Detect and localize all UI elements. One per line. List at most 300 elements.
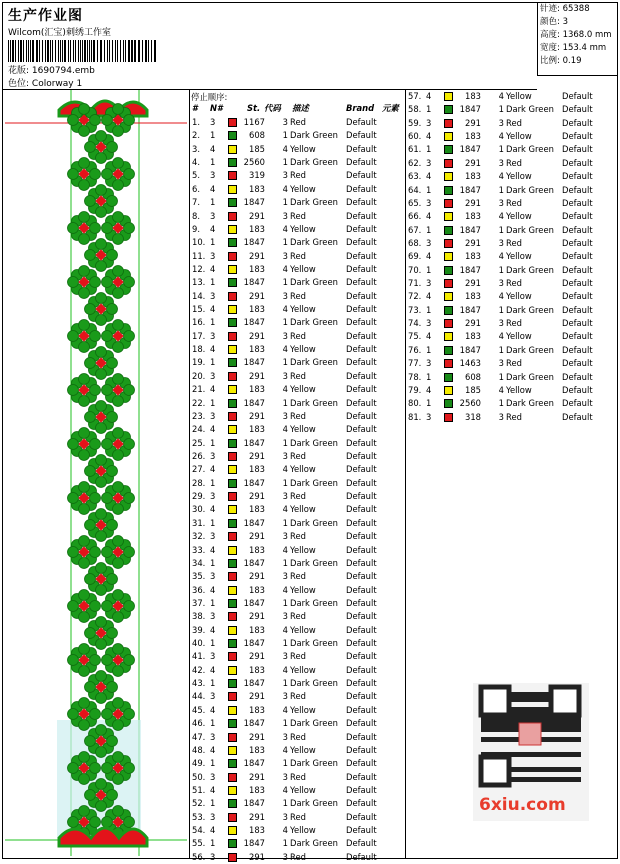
color-swatch	[228, 826, 237, 835]
color-description: Red	[290, 210, 306, 221]
qr-module	[561, 752, 566, 757]
stop-number: 31.	[192, 517, 206, 528]
needle-number: 1	[210, 277, 216, 288]
needle-number: 1	[426, 184, 432, 195]
barcode-bar	[28, 40, 29, 62]
qr-module	[506, 717, 511, 722]
color-description: Red	[290, 290, 306, 301]
color-swatch	[228, 759, 237, 768]
stop-number: 11.	[192, 250, 206, 261]
color-swatch	[228, 171, 237, 180]
motif-petal	[85, 196, 96, 207]
qr-module	[536, 767, 541, 772]
stop-number: 45.	[192, 704, 206, 715]
motif-petal	[113, 126, 124, 137]
stop-number: 4.	[192, 157, 200, 168]
qr-module	[491, 737, 496, 742]
qr-module	[536, 717, 541, 722]
color-code: 3	[282, 771, 288, 782]
qr-module	[511, 727, 516, 732]
color-swatch	[228, 639, 237, 648]
stitch-count: 1847	[243, 517, 265, 528]
color-code: 3	[282, 651, 288, 662]
stitch-count: 183	[249, 624, 265, 635]
color-code: 4	[282, 504, 288, 515]
motif-petal	[96, 725, 107, 736]
color-swatch	[228, 185, 237, 194]
qr-module	[566, 777, 571, 782]
stop-number: 65.	[408, 197, 422, 208]
stitch-count: 1847	[243, 357, 265, 368]
qr-module	[486, 727, 491, 732]
motif-petal	[113, 720, 124, 731]
motif-petal	[113, 806, 124, 817]
color-code: 1	[282, 838, 288, 849]
color-code: 3	[282, 250, 288, 261]
brand: Default	[346, 557, 377, 568]
color-code: 4	[282, 785, 288, 795]
barcode-bar	[36, 40, 38, 62]
needle-number: 1	[210, 838, 216, 849]
color-code: 1	[498, 144, 504, 155]
color-code: 1	[282, 397, 288, 408]
needle-number: 3	[210, 531, 216, 542]
motif-petal	[113, 342, 124, 353]
color-description: Yellow	[290, 544, 316, 555]
qr-module	[501, 722, 506, 727]
stop-number: 8.	[192, 210, 200, 221]
qr-module	[541, 752, 546, 757]
qr-module	[566, 767, 571, 772]
motif-petal	[113, 234, 124, 245]
motif-petal	[68, 655, 79, 666]
qr-module	[556, 717, 561, 722]
motif-petal	[96, 261, 107, 272]
stitch-count: 1463	[459, 358, 481, 369]
stop-number: 51.	[192, 785, 206, 795]
stop-number: 69.	[408, 251, 422, 262]
motif-petal	[85, 628, 96, 639]
brand: Default	[346, 237, 377, 248]
qr-module	[541, 692, 546, 697]
color-description: Dark Green	[506, 264, 554, 275]
barcode-bar	[80, 40, 81, 62]
motif-petal	[96, 563, 107, 574]
motif-petal	[113, 612, 124, 623]
stop-number: 19.	[192, 357, 206, 368]
qr-module	[561, 727, 566, 732]
stitch-count: 183	[249, 464, 265, 475]
needle-number: 3	[210, 250, 216, 261]
color-description: Dark Green	[290, 357, 338, 368]
motif-petal	[85, 412, 96, 423]
stitch-count: 1847	[243, 758, 265, 769]
stitch-count: 1847	[243, 597, 265, 608]
color-code: 3	[282, 410, 288, 421]
qr-module	[556, 722, 561, 727]
color-swatch	[444, 373, 453, 382]
motif-petal	[79, 158, 90, 169]
color-code: 3	[498, 278, 504, 289]
qr-module	[571, 717, 576, 722]
motif-petal	[107, 520, 118, 531]
barcode-bar	[115, 40, 116, 62]
motif-petal	[79, 504, 90, 515]
barcode-bar	[70, 40, 71, 62]
color-code: 4	[282, 344, 288, 355]
stop-number: 53.	[192, 811, 206, 822]
color-description: Red	[290, 571, 306, 582]
stitch-count: 183	[249, 344, 265, 355]
color-description: Red	[290, 370, 306, 381]
color-swatch	[228, 198, 237, 207]
needle-number: 3	[210, 571, 216, 582]
stop-number: 52.	[192, 798, 206, 809]
needle-number: 1	[210, 798, 216, 809]
bottom-border	[59, 828, 147, 846]
motif-petal	[90, 493, 101, 504]
stop-number: 32.	[192, 531, 206, 542]
qr-module	[571, 737, 576, 742]
qr-module	[511, 737, 516, 742]
brand: Default	[346, 464, 377, 475]
stop-number: 72.	[408, 291, 422, 302]
motif-petal	[107, 466, 118, 477]
motif-petal	[85, 682, 96, 693]
color-code: 4	[282, 825, 288, 836]
color-code: 4	[282, 704, 288, 715]
color-description: Yellow	[290, 504, 316, 515]
brand: Default	[346, 597, 377, 608]
motif-petal	[107, 304, 118, 315]
motif-petal	[68, 331, 79, 342]
brand: Default	[346, 504, 377, 515]
color-swatch	[228, 612, 237, 621]
color-description: Yellow	[506, 251, 532, 262]
qr-module	[516, 697, 521, 702]
qr-module	[531, 767, 536, 772]
motif-petal	[102, 601, 113, 612]
motif-petal	[68, 709, 79, 720]
motif-petal	[79, 212, 90, 223]
color-swatch	[444, 266, 453, 275]
needle-number: 3	[426, 411, 432, 422]
qr-module	[541, 727, 546, 732]
motif-petal	[107, 736, 118, 747]
qr-module	[551, 727, 556, 732]
qr-finder	[481, 757, 509, 785]
color-description: Red	[290, 651, 306, 662]
barcode-bar	[58, 40, 59, 62]
color-description: Dark Green	[290, 317, 338, 328]
color-swatch	[228, 492, 237, 501]
color-description: Red	[506, 157, 522, 168]
qr-module	[511, 707, 516, 712]
stop-number: 68.	[408, 237, 422, 248]
stitch-count: 291	[249, 731, 265, 742]
color-description: Red	[290, 330, 306, 341]
stitch-count: 1847	[243, 437, 265, 448]
color-description: Dark Green	[290, 798, 338, 809]
stitch-count: 1847	[459, 104, 481, 115]
barcode-bar	[97, 40, 98, 62]
motif-petal	[124, 169, 135, 180]
motif-petal	[124, 331, 135, 342]
color-code: 1	[498, 184, 504, 195]
brand: Default	[562, 331, 593, 342]
color-swatch	[228, 465, 237, 474]
brand: Default	[346, 531, 377, 542]
qr-module	[576, 777, 581, 782]
motif-petal	[79, 536, 90, 547]
motif-petal	[68, 223, 79, 234]
motif-petal	[113, 482, 124, 493]
qr-module	[561, 767, 566, 772]
qr-module	[576, 752, 581, 757]
barcode-bar	[78, 40, 79, 62]
color-code: 1	[498, 344, 504, 355]
stitch-count: 291	[465, 237, 481, 248]
color-description: Red	[506, 411, 522, 422]
brand: Default	[562, 104, 593, 115]
stop-number: 10.	[192, 237, 206, 248]
qr-module	[526, 692, 531, 697]
color-swatch	[228, 345, 237, 354]
motif-petal	[96, 239, 107, 250]
color-description: Red	[290, 117, 306, 127]
stop-number: 22.	[192, 397, 206, 408]
design-label: 花版:	[8, 66, 30, 76]
motif-petal	[68, 385, 79, 396]
stitch-count: 1847	[243, 678, 265, 689]
color-description: Dark Green	[506, 304, 554, 315]
color-swatch	[444, 306, 453, 315]
qr-module	[531, 697, 536, 702]
barcode-bar	[100, 40, 102, 62]
barcode-bar	[64, 40, 66, 62]
color-swatch	[228, 572, 237, 581]
stitch-count: 1847	[243, 237, 265, 248]
motif-petal	[107, 574, 118, 585]
color-swatch	[444, 239, 453, 248]
stitch-count: 1167	[243, 117, 265, 127]
color-swatch	[228, 412, 237, 421]
color-swatch	[228, 626, 237, 635]
stop-number: 38.	[192, 611, 206, 622]
color-swatch	[228, 145, 237, 154]
motif-petal	[79, 644, 90, 655]
stitch-count: 291	[465, 117, 481, 128]
needle-number: 3	[210, 611, 216, 622]
color-code: 4	[282, 584, 288, 595]
qr-module	[511, 717, 516, 722]
needle-number: 4	[210, 584, 216, 595]
motif-petal	[102, 277, 113, 288]
barcode-bar	[107, 40, 108, 62]
needle-number: 1	[210, 317, 216, 328]
color-description: Dark Green	[506, 224, 554, 235]
color-description: Dark Green	[506, 371, 554, 382]
color-description: Red	[290, 771, 306, 782]
barcode-bar	[82, 40, 83, 62]
motif-petal	[90, 277, 101, 288]
needle-number: 3	[210, 290, 216, 301]
stop-number: 67.	[408, 224, 422, 235]
color-swatch	[444, 413, 453, 422]
qr-module	[511, 722, 516, 727]
brand: Default	[346, 758, 377, 769]
motif-petal	[96, 509, 107, 520]
needle-number: 3	[210, 210, 216, 221]
color-code: 4	[498, 131, 504, 142]
qr-module	[536, 752, 541, 757]
motif-petal	[79, 126, 90, 137]
color-code: 4	[498, 171, 504, 182]
needle-number: 3	[426, 157, 432, 168]
barcode-bar	[15, 40, 16, 62]
brand: Default	[346, 277, 377, 288]
barcode-bar	[128, 40, 130, 62]
qr-module	[536, 692, 541, 697]
needle-number: 4	[210, 744, 216, 755]
motif-petal	[124, 493, 135, 504]
qr-module	[536, 712, 541, 717]
motif-petal	[124, 223, 135, 234]
color-swatch	[228, 719, 237, 728]
color-description: Dark Green	[290, 197, 338, 208]
brand: Default	[346, 785, 377, 795]
motif-petal	[96, 423, 107, 434]
needle-number: 4	[426, 171, 432, 182]
qr-module	[566, 717, 571, 722]
needle-number: 3	[210, 851, 216, 862]
color-code: 3	[498, 237, 504, 248]
qr-module	[491, 717, 496, 722]
qr-module	[551, 717, 556, 722]
motif-petal	[79, 558, 90, 569]
qr-module	[571, 777, 576, 782]
brand: Default	[562, 398, 593, 409]
qr-module	[481, 722, 486, 727]
stop-number: 57.	[408, 91, 422, 101]
brand: Default	[346, 210, 377, 221]
stop-sequence-label: 停止顺序:	[191, 92, 228, 102]
motif-petal	[107, 358, 118, 369]
color-swatch	[228, 332, 237, 341]
stitch-count: 1847	[243, 798, 265, 809]
qr-module	[501, 737, 506, 742]
motif-petal	[113, 774, 124, 785]
motif-petal	[102, 709, 113, 720]
brand: Default	[346, 825, 377, 836]
needle-number: 3	[426, 358, 432, 369]
stitch-count: 183	[465, 211, 481, 222]
qr-module	[491, 722, 496, 727]
motif-petal	[107, 142, 118, 153]
stop-number: 25.	[192, 437, 206, 448]
qr-module	[501, 727, 506, 732]
motif-petal	[68, 169, 79, 180]
color-description: Yellow	[290, 344, 316, 355]
color-code: 3	[282, 531, 288, 542]
color-swatch	[228, 278, 237, 287]
stop-number: 58.	[408, 104, 422, 115]
color-swatch	[228, 839, 237, 848]
stop-number: 17.	[192, 330, 206, 341]
qr-module	[576, 727, 581, 732]
color-code: 4	[282, 544, 288, 555]
stitch-count: 291	[249, 691, 265, 702]
brand: Default	[346, 811, 377, 822]
color-description: Dark Green	[290, 678, 338, 689]
qr-module	[546, 717, 551, 722]
stop-number: 70.	[408, 264, 422, 275]
color-swatch	[444, 186, 453, 195]
needle-number: 3	[426, 278, 432, 289]
stop-number: 5.	[192, 170, 200, 181]
qr-module	[556, 777, 561, 782]
divider	[405, 89, 406, 858]
barcode-bar	[109, 40, 110, 62]
color-description: Dark Green	[290, 237, 338, 248]
motif-petal	[90, 547, 101, 558]
brand: Default	[346, 437, 377, 448]
motif-petal	[96, 747, 107, 758]
needle-number: 3	[210, 651, 216, 662]
motif-petal	[113, 666, 124, 677]
stitch-count: 291	[465, 318, 481, 329]
motif-petal	[102, 439, 113, 450]
color-code: 1	[282, 157, 288, 168]
stitch-count: 291	[249, 811, 265, 822]
stitch-count: 183	[249, 384, 265, 395]
production-sheet: 生产作业图 Wilcom(汇宝)刺绣工作室 花版: 1690794.emb 色位: Colorway 1 针迹: 65388 颜色: 3 高度: 1368.0 mm 宽度: 153.4 mm 比例: 0.19 停止顺序: # N# St. 代码 描述 Brand 元素 1. 3 1167 3 Red Default 2. 1 608 1 Dark Green Default 3. 4 185 4 Yellow Default 4. 1 2560 1 Dark Green Default 5. 3 319 3 Red Default 6. 4 183 4 Yellow Default 7. 1 1847 1 Dark Green Default 8. 3 291 3 Red Default 9. 4 183 4 Yellow Default 10. 1 1847 1 Dark Green Default 11. 3 291 3 Red Default 12. 4 183 4 Yellow Default 13. 1 1847 1 Dark Green Default 14. 3 291 3 Red Default 15. 4 183 4 Yellow Default 16. 1 1847 1 Dark Green Default 17. 3 291 3 Red Default 18. 4 183 4 Yellow Default 19. 1 1847 1 Dark Green Default 20. 3 291 3 Red Default 21. 4 183 4 Yellow Default 22. 1 1847 1 Dark Green Default 23. 3 291 3 Red Default 24. 4 183 4 Yellow Default 25. 1 1847 1 Dark Green Default 26. 3 291 3 Red Default 27. 4 183 4 Yellow Default 28. 1 1847 1 Dark Green Default 29. 3 291 3 Red Default 30. 4 183 4 Yellow Default 31. 1 1847 1 Dark Green Default 32. 3 291 3 Red Default 33. 4 183 4 Yellow Default 34. 1 1847 1 Dark Green Default 35. 3 291 3 Red Default 36. 4 183 4 Yellow Default 37. 1 1847 1 Dark Green Default 38. 3 291 3 Red Default 39. 4 183 4 Yellow Default 40. 1 1847 1 Dark Green Default 41. 3 291 3 Red Default 42. 4 183 4 Yellow Default 43. 1 1847 1 Dark Green Default 44. 3 291 3 Red Default 45. 4 183 4 Yellow Default 46. 1 1847 1 Dark Green Default 47. 3 291 3 Red Default 48. 4 183 4 Yellow Default 49. 1 1847 1 Dark Green Default 50. 3 291 3 Red Default 51. 4 183 4 Yellow Default 52. 1 1847 1 Dark Green Default 53. 3 291 3 Red Default 54. 4 183 4 Yellow Default 55. 1 1847 1 Dark Green Default 56. 3 291 3 Red Default 57. 4 183 4 Yellow Default 58. 1 1847 1 Dark Green Default 59. 3 291 3 Red Default 60. 4 183 4 Yellow Default 61. 1 1847 1 Dark Green Default 62. 3 291 3 Red Default 63. 4 183 4 Yellow Default 64. 1 1847 1 Dark Green Default 65. 3 291 3 Red Default 66. 4 183 4 Yellow Default 67. 1 1847 1 Dark Green Default 68. 3 291 3 Red Default 69. 4 183 4 Yellow Default 70. 1 1847 1 Dark Green Default 71. 3 291 3 Red Default 72. 4 183 4 Yellow Default 73. 1 1847 1 Dark Green Default 74. 3 291 3 Red Default 75. 4 183 4 Yellow Default 76. 1 1847 1 Dark Green Default 77. 3 1463 3 Red Default 78. 1 608 1 Dark Green Default 79. 4 185 4 Yellow Default 80. 1 2560 1 Dark Green Default 81. 3 318 3 Red Default 6xiu.com	[2, 2, 618, 859]
barcode	[8, 40, 158, 62]
qr-module	[516, 777, 521, 782]
motif-petal	[96, 455, 107, 466]
stitch-count: 1847	[243, 477, 265, 488]
brand: Default	[346, 611, 377, 622]
color-description: Yellow	[290, 825, 316, 836]
color-description: Yellow	[290, 464, 316, 475]
stop-number: 49.	[192, 758, 206, 769]
motif-petal	[68, 817, 79, 828]
color-swatch	[444, 226, 453, 235]
header	[3, 3, 537, 90]
needle-number: 3	[210, 330, 216, 341]
color-code: 1	[498, 104, 504, 115]
motif-petal	[102, 763, 113, 774]
qr-module	[521, 717, 526, 722]
stitch-count: 291	[249, 851, 265, 862]
stitch-count: 183	[249, 424, 265, 435]
motif-petal	[96, 207, 107, 218]
stitch-count: 183	[249, 785, 265, 795]
needle-number: 4	[210, 263, 216, 274]
qr-module	[521, 767, 526, 772]
qr-module	[576, 767, 581, 772]
qr-pattern	[473, 683, 589, 793]
motif-petal	[124, 277, 135, 288]
motif-petal	[102, 493, 113, 504]
barcode-bar	[125, 40, 126, 62]
color-description: Yellow	[290, 424, 316, 435]
color-swatch	[228, 559, 237, 568]
brand: Default	[562, 384, 593, 395]
color-code: 4	[282, 263, 288, 274]
color-description: Red	[506, 358, 522, 369]
color-swatch	[228, 599, 237, 608]
